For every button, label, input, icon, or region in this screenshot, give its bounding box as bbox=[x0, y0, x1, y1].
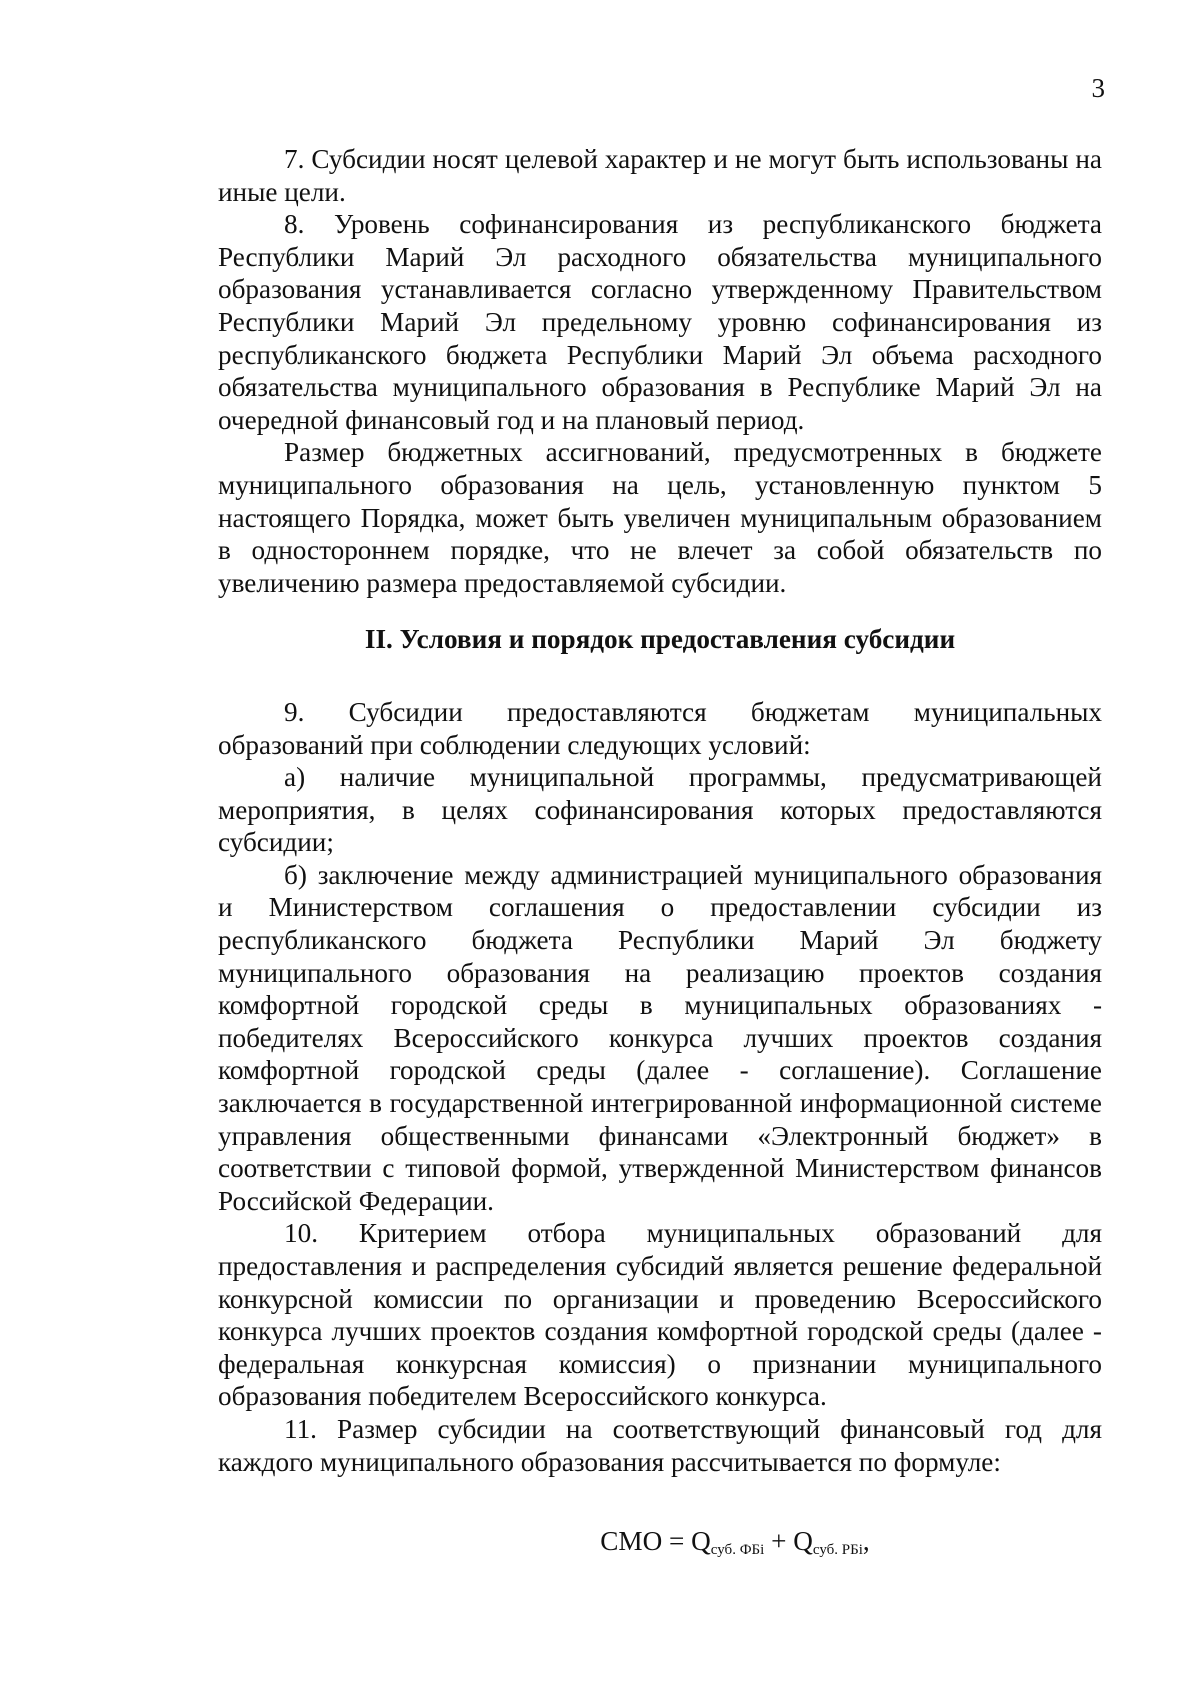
paragraph-8-continued: Размер бюджетных ассигнований, предусмотренных в бюджете муниципального образования на цель, установленную пунктом 5 настоящего Порядка, может быть увеличен муниципальным образованием в одностороннем порядке, что не влечет за собой обязательств по увеличению размера предоставляемой субсидии. bbox=[218, 437, 1102, 598]
formula-plus: + Q bbox=[764, 1526, 813, 1557]
formula-tail: , bbox=[862, 1526, 870, 1557]
subsidy-formula bbox=[218, 1525, 1102, 1567]
paragraph-7: 7. Субсидии носят целевой характер и не могут быть использованы на иные цели. bbox=[218, 144, 1102, 207]
formula-subscript-federal: суб. ФБi bbox=[710, 1542, 765, 1559]
section-heading: II. Условия и порядок предоставления субсидии bbox=[364, 624, 956, 655]
paragraph-9-a: а) наличие муниципальной программы, предусматривающей мероприятия, в целях софинансирования которых предоставляются субсидии; bbox=[218, 762, 1102, 858]
paragraph-8: 8. Уровень софинансирования из республиканского бюджета Республики Марий Эл расходного обязательства муниципального образования устанавливается согласно утвержденному Правительством Республики Марий Эл предельному уровню софинансирования из республиканского бюджета Республики Марий Эл объема расходного обязательства муниципального образования в Республике Марий Эл на очередной финансовый год и на плановый период. bbox=[218, 209, 1102, 435]
paragraph-10: 10. Критерием отбора муниципальных образований для предоставления и распределения субсидий является решение федеральной конкурсной комиссии по организации и проведению Всероссийского конкурса лучших проектов создания комфортной городской среды (далее - федеральная конкурсная комиссия) о признании муниципального образования победителем Всероссийского конкурса. bbox=[218, 1218, 1102, 1412]
paragraph-11: 11. Размер субсидии на соответствующий финансовый год для каждого муниципального образования рассчитывается по формуле: bbox=[218, 1413, 1102, 1477]
page-number: 3 bbox=[1091, 73, 1105, 103]
document-body bbox=[218, 143, 1102, 1567]
paragraph-9: 9. Субсидии предоставляются бюджетам муниципальных образований при соблюдении следующих условий: bbox=[218, 696, 1102, 760]
formula-subscript-republic: суб. РБi bbox=[812, 1542, 863, 1559]
formula-lhs: СМО = Q bbox=[600, 1526, 711, 1557]
paragraph-9-b: б) заключение между администрацией муниципального образования и Министерством соглашения о предоставлении субсидии из республиканского бюджета Республики Марий Эл бюджету муниципального образования на реализацию проектов создания комфортной городской среды в муниципальных образованиях - победителях Всероссийского конкурса лучших проектов создания комфортной городской среды (далее - соглашение). Соглашение заключается в государственной интегрированной информационной системе управления общественными финансами «Электронный бюджет» в соответствии с типовой формой, утвержденной Министерством финансов Российской Федерации. bbox=[218, 859, 1102, 1216]
